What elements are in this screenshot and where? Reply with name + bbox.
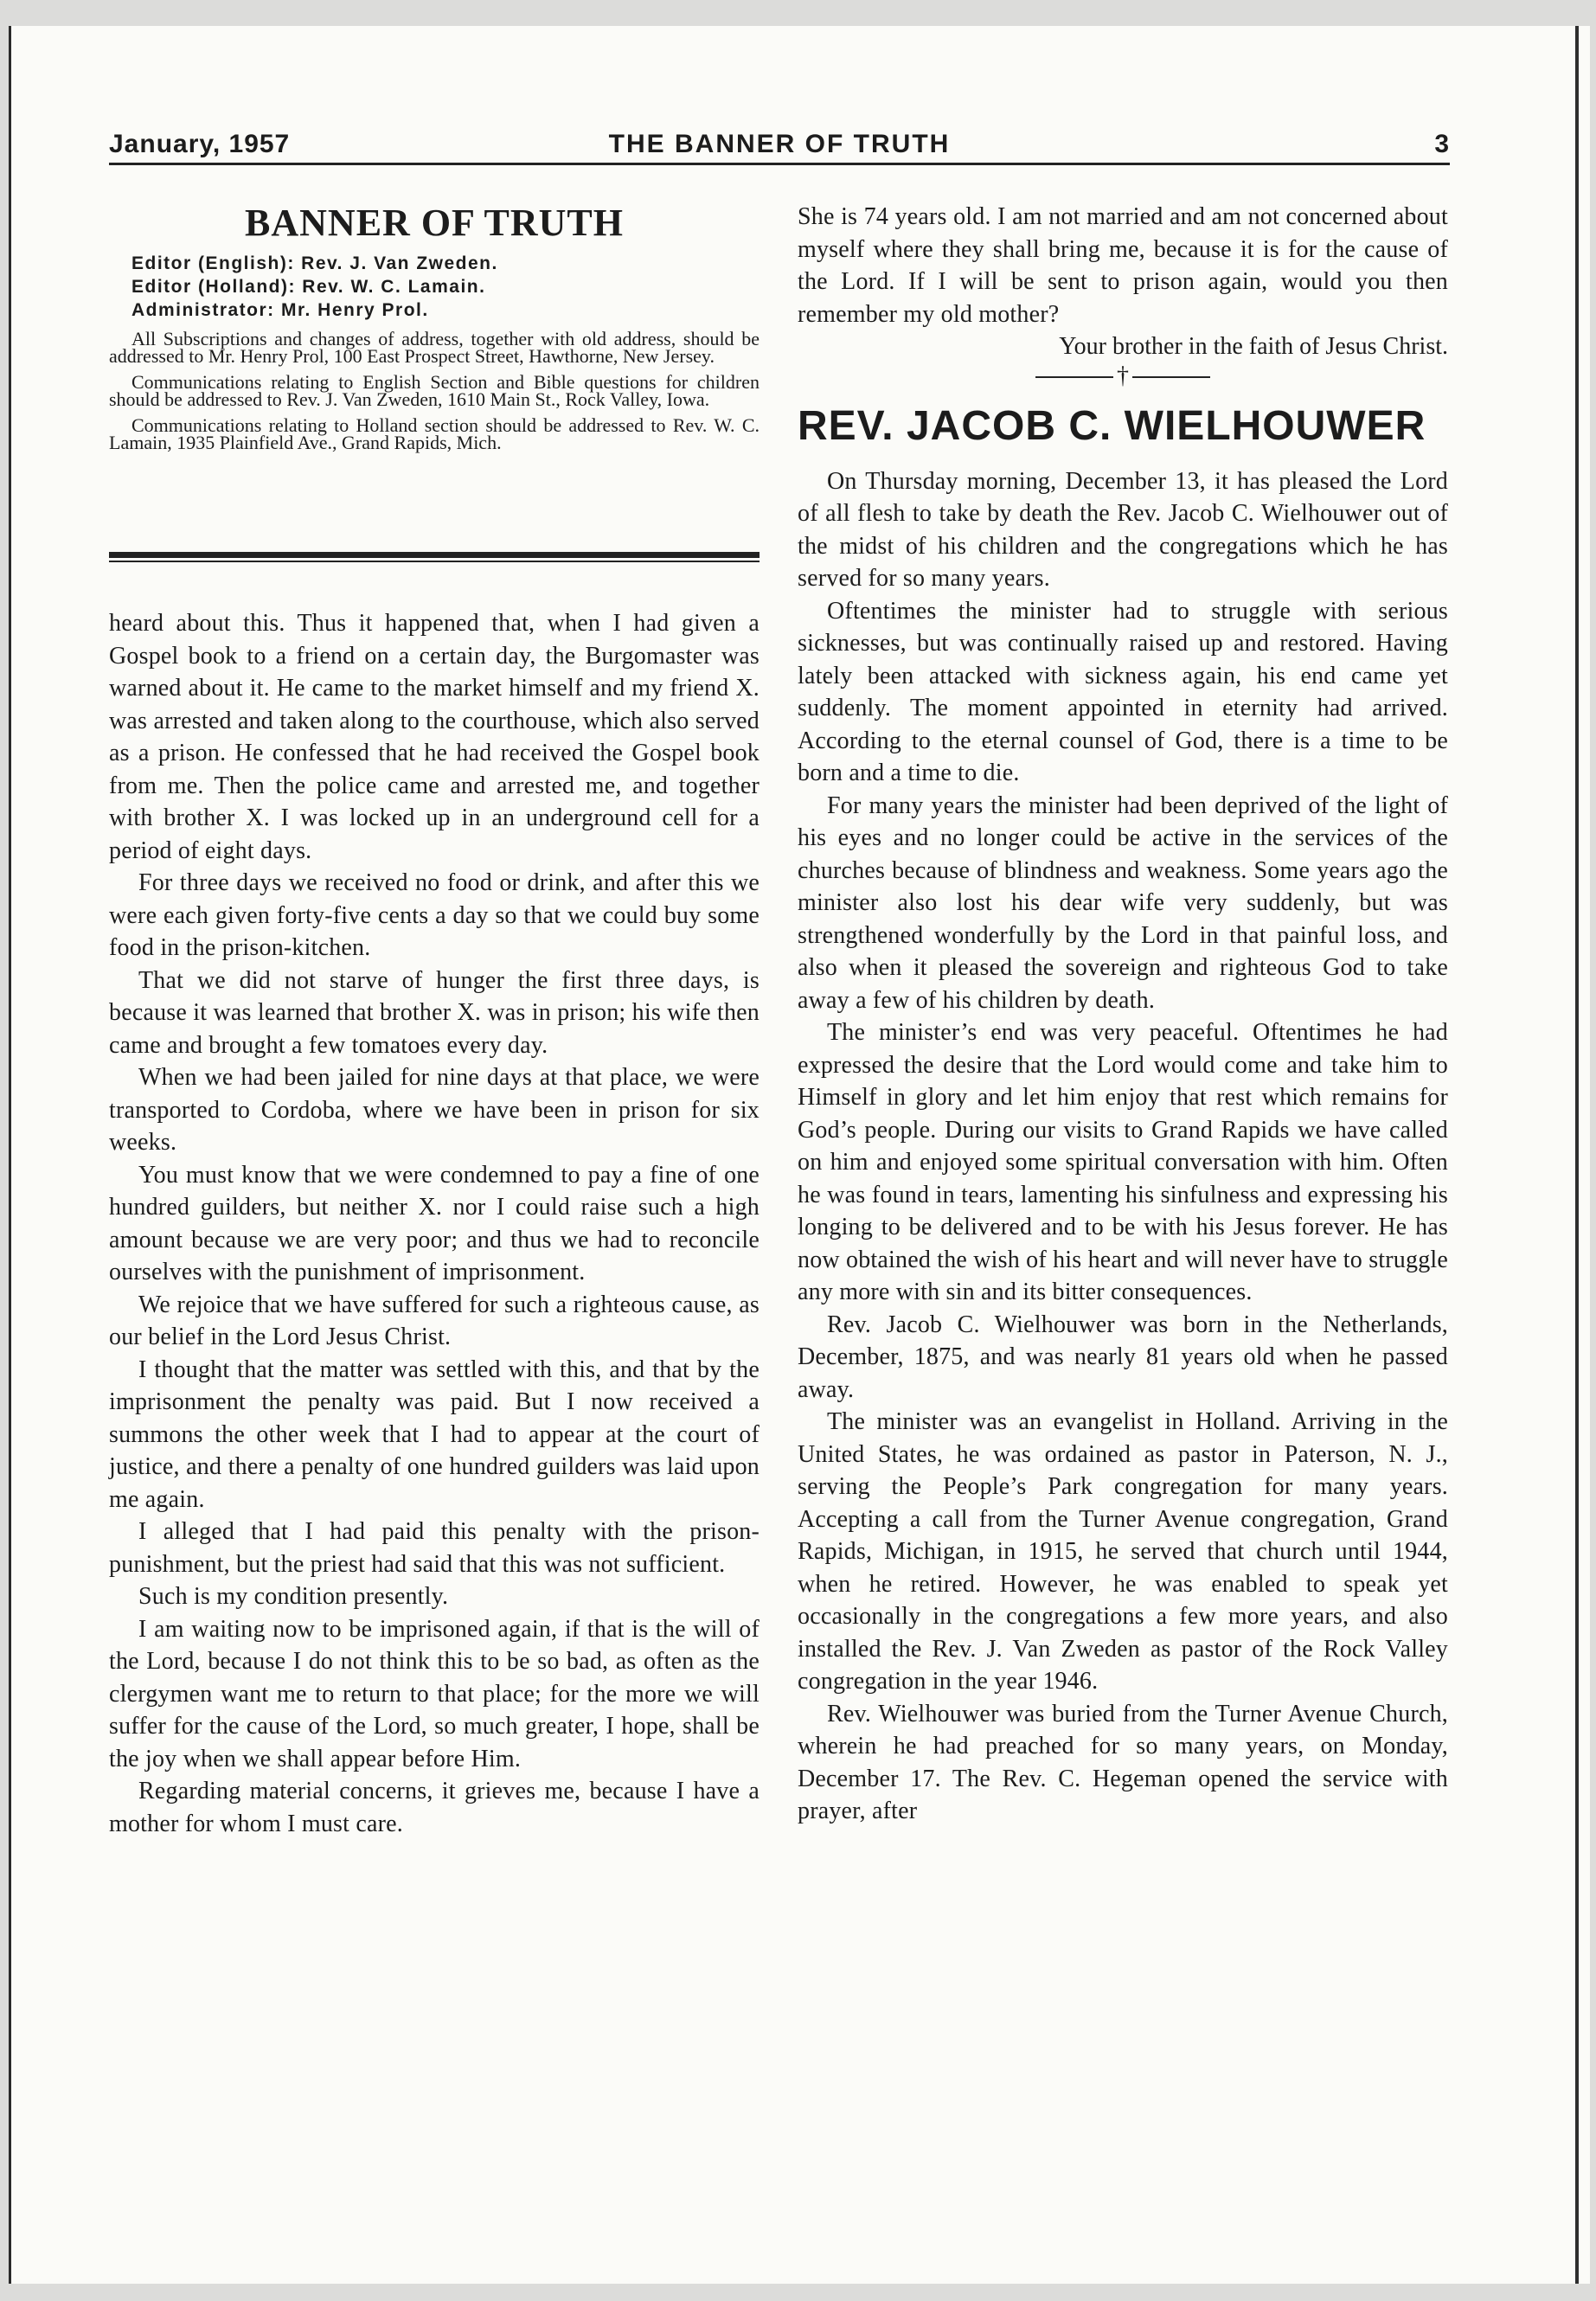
dagger-icon: † [1117, 362, 1129, 389]
letter-continuation: She is 74 years old. I am not married and am not concerned about myself where they shall bring me, because it is for the cause of the Lord. If I will be sent to prison again, would you then remember my old mother? [798, 203, 1448, 328]
divider-rule-left [1035, 376, 1113, 378]
section-divider [798, 363, 1448, 389]
letter-paragraph: We rejoice that we have suffered for such a righteous cause, as our belief in the Lord Jesus Christ. [109, 1291, 760, 1350]
divider-rule-right [1132, 376, 1210, 378]
obituary-paragraph: For many years the minister had been deprived of the light of his eyes and no longer could be active in the services of the churches because of blindness and weakness. Some years ago the minister also lost his dear wife very suddenly, but was strengthened wonderfully by the Lord in that painful loss, and also when it pleased the sovereign and righteous God to take away a few of his children by death. [798, 792, 1448, 1014]
editor-english: Editor (English): Rev. J. Van Zweden. [131, 253, 498, 273]
letter-paragraph: heard about this. Thus it happened that, when I had given a Gospel book to a friend on a certain day, the Burgomaster was warned about it. He came to the market himself and my friend X. was arrested and taken along to the courthouse, which also served as a prison. He confessed that he had received the Gospel book from me. Then the police came and arrested me, and together with brother X. I was locked up in an underground cell for a period of eight days. [109, 610, 760, 864]
left-column [109, 182, 760, 1840]
letter-paragraph: I alleged that I had paid this penalty with the prison-punishment, but the priest had said that this was not sufficient. [109, 1518, 760, 1578]
letter-paragraph: You must know that we were condemned to pay a fine of one hundred guilders, but neither X. nor I could raise such a high amount because we are very poor; and thus we had to reconcile ourselves with the punishment of imprisonment. [109, 1161, 760, 1285]
notice-english-section: Communications relating to English Section and Bible questions for children should be addressed to Rev. J. Van Zweden, 1610 Main St., Rock Valley, Iowa. [109, 371, 760, 410]
right-column [798, 201, 1448, 1828]
masthead-box [109, 201, 760, 573]
letter-paragraph: I thought that the matter was settled with this, and that by the imprisonment the penalty was paid. But I now received a summons the other week that I had to appear at the court of justice, and there a penalty of one hundred guilders was laid upon me again. [109, 1356, 760, 1513]
masthead-title: BANNER OF TRUTH [245, 202, 624, 244]
masthead-rule-thin [109, 561, 760, 562]
letter-paragraph: Such is my condition presently. [138, 1583, 449, 1610]
header-title: THE BANNER OF TRUTH [608, 130, 951, 158]
letter-body [109, 607, 760, 1840]
letter-signature: Your brother in the faith of Jesus Christ. [1059, 333, 1448, 360]
obituary-paragraph: The minister’s end was very peaceful. Oftentimes he had expressed the desire that the Lord would come and take him to Himself in glory and let him enjoy that rest which remains for God’s people. During our visits to Grand Rapids we have called on him and enjoyed some spiritual conversation with him. Often he was found in tears, lamenting his sinfulness and expressing his longing to be delivered and to be with his Jesus forever. He has now obtained the wish of his heart and will never have to struggle any more with sin and its bitter consequences. [798, 1019, 1448, 1305]
letter-paragraph: That we did not starve of hunger the first three days, is because it was learned that brother X. was in prison; his wife then came and brought a few tomatoes every day. [109, 966, 760, 1059]
running-header [109, 106, 1450, 165]
obituary-paragraph: Rev. Wielhouwer was buried from the Turner Avenue Church, wherein he had preached for so many years, on Monday, December 17. The Rev. C. Hegeman opened the service with prayer, after [798, 1700, 1448, 1824]
obituary-heading: REV. JACOB C. WIELHOUWER [798, 402, 1426, 449]
editor-holland: Editor (Holland): Rev. W. C. Lamain. [131, 277, 486, 297]
administrator: Administrator: Mr. Henry Prol. [131, 300, 429, 320]
notice-holland-section: Communications relating to Holland section should be addressed to Rev. W. C. Lamain, 1935 Plainfield Ave., Grand Rapids, Mich. [109, 414, 760, 453]
scan-mark [1575, 26, 1579, 2284]
letter-paragraph: For three days we received no food or drink, and after this we were each given forty-five cents a day so that we could buy some food in the prison-kitchen. [109, 869, 760, 961]
header-date: January, 1957 [109, 130, 291, 158]
obituary-paragraph: On Thursday morning, December 13, it has pleased the Lord of all flesh to take by death the Rev. Jacob C. Wielhouwer out of the midst of his children and the congregations which he has served for so many years. [798, 467, 1448, 592]
obituary-paragraph: Oftentimes the minister had to struggle with serious sicknesses, but was continually raised up and restored. Having lately been attacked with sickness again, his end came yet suddenly. The moment appointed in eternity had arrived. According to the eternal counsel of God, there is a time to be born and a time to die. [798, 597, 1448, 786]
letter-paragraph: Regarding material concerns, it grieves me, because I have a mother for whom I must care. [109, 1778, 760, 1837]
letter-paragraph: When we had been jailed for nine days at that place, we were transported to Cordoba, where we have been in prison for six weeks. [109, 1064, 760, 1156]
notice-subscriptions: All Subscriptions and changes of address, together with old address, should be addressed to Mr. Henry Prol, 100 East Prospect Street, Hawthorne, New Jersey. [109, 328, 760, 367]
page-number: 3 [1434, 130, 1450, 158]
masthead-rule-thick [109, 552, 760, 558]
obituary-paragraph: Rev. Jacob C. Wielhouwer was born in the Netherlands, December, 1875, and was nearly 81 years old when he passed away. [798, 1311, 1448, 1403]
letter-paragraph: I am waiting now to be imprisoned again, if that is the will of the Lord, because I do not think this to be so bad, as often as the clergymen want me to return to that place; for the more we will suffer for the cause of the Lord, so much greater, I hope, shall be the joy when we shall appear before Him. [109, 1615, 760, 1772]
obituary-paragraph: The minister was an evangelist in Holland. Arriving in the United States, he was ordained as pastor in Paterson, N. J., serving the People’s Park congregation for many years. Accepting a call from the Turner Avenue congregation, Grand Rapids, Michigan, in 1915, he served that church until 1944, when he retired. However, he was enabled to speak yet occasionally in the congregations a few more years, and also installed the Rev. J. Van Zweden as pastor of the Rock Valley congregation in the year 1946. [798, 1408, 1448, 1695]
